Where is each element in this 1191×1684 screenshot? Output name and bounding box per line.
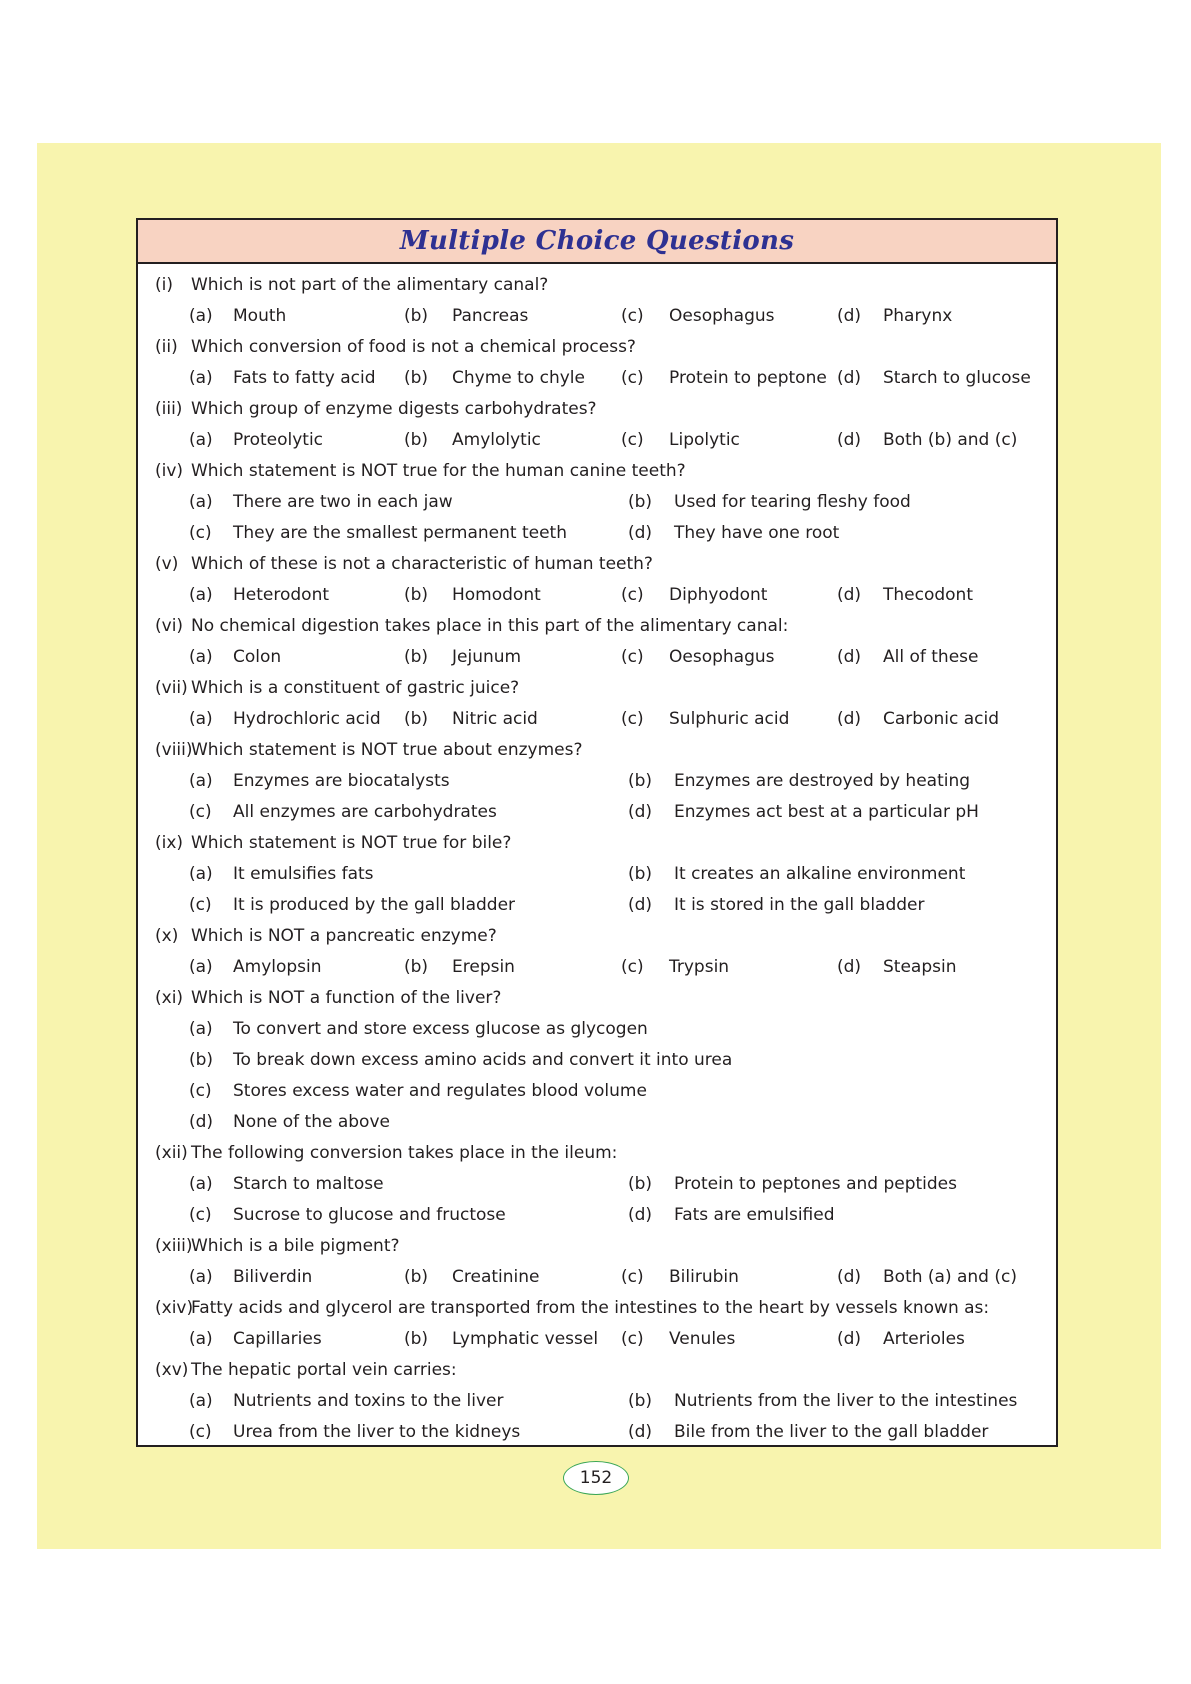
question-number: (xi) — [155, 988, 184, 1008]
options-row — [138, 301, 1056, 332]
option-label: (a) — [189, 957, 213, 977]
question-text: Which is a constituent of gastric juice? — [191, 678, 520, 698]
option-text: Colon — [233, 647, 282, 667]
option-text: Nutrients and toxins to the liver — [233, 1391, 504, 1411]
question-text: Which statement is NOT true for bile? — [191, 833, 512, 853]
option-label: (a) — [189, 1391, 213, 1411]
option-label: (b) — [404, 368, 429, 388]
option-text: Starch to maltose — [233, 1174, 384, 1194]
option-text: Protein to peptones and peptides — [674, 1174, 957, 1194]
option-label: (c) — [621, 306, 644, 326]
option-text: Heterodont — [233, 585, 330, 605]
option-label: (d) — [628, 523, 653, 543]
option-label: (d) — [189, 1112, 214, 1132]
question-number: (vii) — [155, 678, 188, 698]
option-text: Diphyodont — [669, 585, 768, 605]
option-text: Protein to peptone — [669, 368, 827, 388]
question-row — [138, 673, 1056, 704]
option-text: Starch to glucose — [883, 368, 1031, 388]
question-row — [138, 983, 1056, 1014]
option-text: Enzymes act best at a particular pH — [674, 802, 979, 822]
option-text: All enzymes are carbohydrates — [233, 802, 497, 822]
option-label: (a) — [189, 647, 213, 667]
question-number: (iv) — [155, 461, 184, 481]
option-label: (c) — [621, 585, 644, 605]
option-text: Bile from the liver to the gall bladder — [674, 1422, 989, 1442]
option-text: Fats to fatty acid — [233, 368, 376, 388]
option-label: (d) — [628, 1205, 653, 1225]
options-row — [138, 1417, 1056, 1448]
option-label: (b) — [404, 430, 429, 450]
option-text: None of the above — [233, 1112, 390, 1132]
question-row — [138, 332, 1056, 363]
option-label: (a) — [189, 1174, 213, 1194]
question-row — [138, 1138, 1056, 1169]
option-label: (b) — [404, 585, 429, 605]
options-row — [138, 642, 1056, 673]
options-row — [138, 1045, 1056, 1076]
options-row — [138, 1386, 1056, 1417]
question-number: (xiv) — [155, 1298, 194, 1318]
question-text: The following conversion takes place in the ileum: — [191, 1143, 618, 1163]
question-number: (viii) — [155, 740, 193, 760]
options-row — [138, 1262, 1056, 1293]
option-text: Carbonic acid — [883, 709, 999, 729]
option-text: Amylopsin — [233, 957, 322, 977]
option-label: (b) — [404, 647, 429, 667]
options-row — [138, 1014, 1056, 1045]
option-label: (b) — [404, 1329, 429, 1349]
option-text: It is stored in the gall bladder — [674, 895, 925, 915]
question-row — [138, 270, 1056, 301]
option-label: (a) — [189, 771, 213, 791]
option-label: (a) — [189, 1019, 213, 1039]
option-text: Oesophagus — [669, 647, 775, 667]
option-label: (b) — [404, 306, 429, 326]
option-label: (b) — [628, 492, 653, 512]
question-text: Which of these is not a characteristic of human teeth? — [191, 554, 653, 574]
option-text: Sucrose to glucose and fructose — [233, 1205, 506, 1225]
option-text: Oesophagus — [669, 306, 775, 326]
question-text: The hepatic portal vein carries: — [191, 1360, 457, 1380]
options-row — [138, 425, 1056, 456]
option-text: Fats are emulsified — [674, 1205, 835, 1225]
options-row — [138, 1076, 1056, 1107]
question-number: (ii) — [155, 337, 178, 357]
mcq-header — [138, 220, 1056, 264]
option-label: (c) — [189, 1422, 212, 1442]
option-text: They are the smallest permanent teeth — [233, 523, 567, 543]
option-label: (d) — [837, 709, 862, 729]
option-text: Creatinine — [452, 1267, 540, 1287]
question-text: Which is a bile pigment? — [191, 1236, 400, 1256]
question-row — [138, 1231, 1056, 1262]
option-label: (b) — [628, 771, 653, 791]
option-label: (c) — [189, 1205, 212, 1225]
option-text: Trypsin — [669, 957, 730, 977]
question-text: No chemical digestion takes place in this part of the alimentary canal: — [191, 616, 789, 636]
question-text: Which is not part of the alimentary canal? — [191, 275, 549, 295]
option-text: Pharynx — [883, 306, 953, 326]
options-row — [138, 363, 1056, 394]
option-label: (d) — [628, 1422, 653, 1442]
option-label: (c) — [189, 1081, 212, 1101]
option-text: Pancreas — [452, 306, 529, 326]
option-text: All of these — [883, 647, 979, 667]
option-label: (c) — [621, 709, 644, 729]
option-label: (b) — [628, 864, 653, 884]
option-text: They have one root — [674, 523, 840, 543]
option-text: Both (b) and (c) — [883, 430, 1018, 450]
option-label: (c) — [189, 895, 212, 915]
question-number: (iii) — [155, 399, 183, 419]
option-text: Steapsin — [883, 957, 957, 977]
option-label: (d) — [628, 802, 653, 822]
option-label: (c) — [189, 523, 212, 543]
option-label: (c) — [621, 647, 644, 667]
option-text: To convert and store excess glucose as glycogen — [233, 1019, 648, 1039]
options-row — [138, 890, 1056, 921]
question-row — [138, 549, 1056, 580]
question-text: Which group of enzyme digests carbohydrates? — [191, 399, 597, 419]
option-text: To break down excess amino acids and convert it into urea — [233, 1050, 733, 1070]
option-label: (b) — [404, 957, 429, 977]
option-label: (a) — [189, 709, 213, 729]
option-text: It creates an alkaline environment — [674, 864, 966, 884]
option-label: (a) — [189, 306, 213, 326]
option-label: (a) — [189, 864, 213, 884]
option-label: (d) — [837, 430, 862, 450]
option-label: (d) — [837, 306, 862, 326]
question-number: (xv) — [155, 1360, 189, 1380]
option-label: (d) — [837, 1329, 862, 1349]
question-number: (vi) — [155, 616, 184, 636]
option-text: Amylolytic — [452, 430, 541, 450]
option-label: (c) — [621, 368, 644, 388]
page-number: 152 — [563, 1461, 629, 1495]
option-label: (d) — [837, 368, 862, 388]
mcq-box — [136, 218, 1058, 1447]
option-text: Stores excess water and regulates blood volume — [233, 1081, 647, 1101]
option-label: (a) — [189, 1329, 213, 1349]
option-label: (c) — [189, 802, 212, 822]
option-label: (a) — [189, 368, 213, 388]
option-text: Capillaries — [233, 1329, 322, 1349]
question-row — [138, 735, 1056, 766]
option-text: It is produced by the gall bladder — [233, 895, 516, 915]
options-row — [138, 1169, 1056, 1200]
option-label: (c) — [621, 1329, 644, 1349]
options-row — [138, 580, 1056, 611]
question-number: (i) — [155, 275, 173, 295]
options-row — [138, 1200, 1056, 1231]
question-text: Which is NOT a pancreatic enzyme? — [191, 926, 497, 946]
question-row — [138, 394, 1056, 425]
option-label: (d) — [837, 585, 862, 605]
question-row — [138, 828, 1056, 859]
question-row — [138, 456, 1056, 487]
option-text: Lymphatic vessel — [452, 1329, 599, 1349]
option-text: Used for tearing fleshy food — [674, 492, 911, 512]
options-row — [138, 859, 1056, 890]
option-text: Enzymes are biocatalysts — [233, 771, 450, 791]
option-label: (c) — [621, 430, 644, 450]
options-row — [138, 518, 1056, 549]
option-label: (d) — [837, 1267, 862, 1287]
option-text: Nitric acid — [452, 709, 538, 729]
option-text: Urea from the liver to the kidneys — [233, 1422, 521, 1442]
question-number: (ix) — [155, 833, 184, 853]
option-label: (c) — [621, 1267, 644, 1287]
question-text: Which statement is NOT true for the human canine teeth? — [191, 461, 686, 481]
option-text: Jejunum — [452, 647, 522, 667]
option-label: (b) — [404, 1267, 429, 1287]
options-row — [138, 797, 1056, 828]
page-title: Multiple Choice Questions — [399, 226, 795, 256]
option-text: Chyme to chyle — [452, 368, 585, 388]
options-row — [138, 1324, 1056, 1355]
option-label: (b) — [404, 709, 429, 729]
options-row — [138, 952, 1056, 983]
option-text: Proteolytic — [233, 430, 324, 450]
question-row — [138, 1355, 1056, 1386]
question-number: (x) — [155, 926, 179, 946]
option-text: Sulphuric acid — [669, 709, 790, 729]
option-text: Arterioles — [883, 1329, 965, 1349]
question-number: (xiii) — [155, 1236, 193, 1256]
option-text: Nutrients from the liver to the intestines — [674, 1391, 1018, 1411]
options-row — [138, 704, 1056, 735]
option-text: Bilirubin — [669, 1267, 739, 1287]
option-text: Enzymes are destroyed by heating — [674, 771, 971, 791]
question-row — [138, 611, 1056, 642]
option-label: (d) — [628, 895, 653, 915]
question-row — [138, 921, 1056, 952]
question-number: (xii) — [155, 1143, 188, 1163]
option-text: It emulsifies fats — [233, 864, 374, 884]
option-text: Thecodont — [883, 585, 973, 605]
question-text: Which statement is NOT true about enzymes? — [191, 740, 583, 760]
option-text: Both (a) and (c) — [883, 1267, 1017, 1287]
option-label: (a) — [189, 492, 213, 512]
option-label: (a) — [189, 1267, 213, 1287]
option-text: Venules — [669, 1329, 736, 1349]
option-label: (b) — [628, 1174, 653, 1194]
question-number: (v) — [155, 554, 179, 574]
option-text: Homodont — [452, 585, 541, 605]
option-label: (d) — [837, 957, 862, 977]
option-text: Mouth — [233, 306, 287, 326]
option-text: Erepsin — [452, 957, 515, 977]
option-text: Biliverdin — [233, 1267, 313, 1287]
question-text: Which is NOT a function of the liver? — [191, 988, 502, 1008]
options-row — [138, 766, 1056, 797]
option-label: (b) — [189, 1050, 214, 1070]
option-text: There are two in each jaw — [233, 492, 453, 512]
question-text: Which conversion of food is not a chemical process? — [191, 337, 636, 357]
option-label: (b) — [628, 1391, 653, 1411]
option-label: (d) — [837, 647, 862, 667]
option-text: Lipolytic — [669, 430, 740, 450]
options-row — [138, 487, 1056, 518]
option-label: (a) — [189, 430, 213, 450]
question-text: Fatty acids and glycerol are transported from the intestines to the heart by vessels known as: — [191, 1298, 990, 1318]
question-row — [138, 1293, 1056, 1324]
option-text: Hydrochloric acid — [233, 709, 381, 729]
option-label: (c) — [621, 957, 644, 977]
options-row — [138, 1107, 1056, 1138]
option-label: (a) — [189, 585, 213, 605]
